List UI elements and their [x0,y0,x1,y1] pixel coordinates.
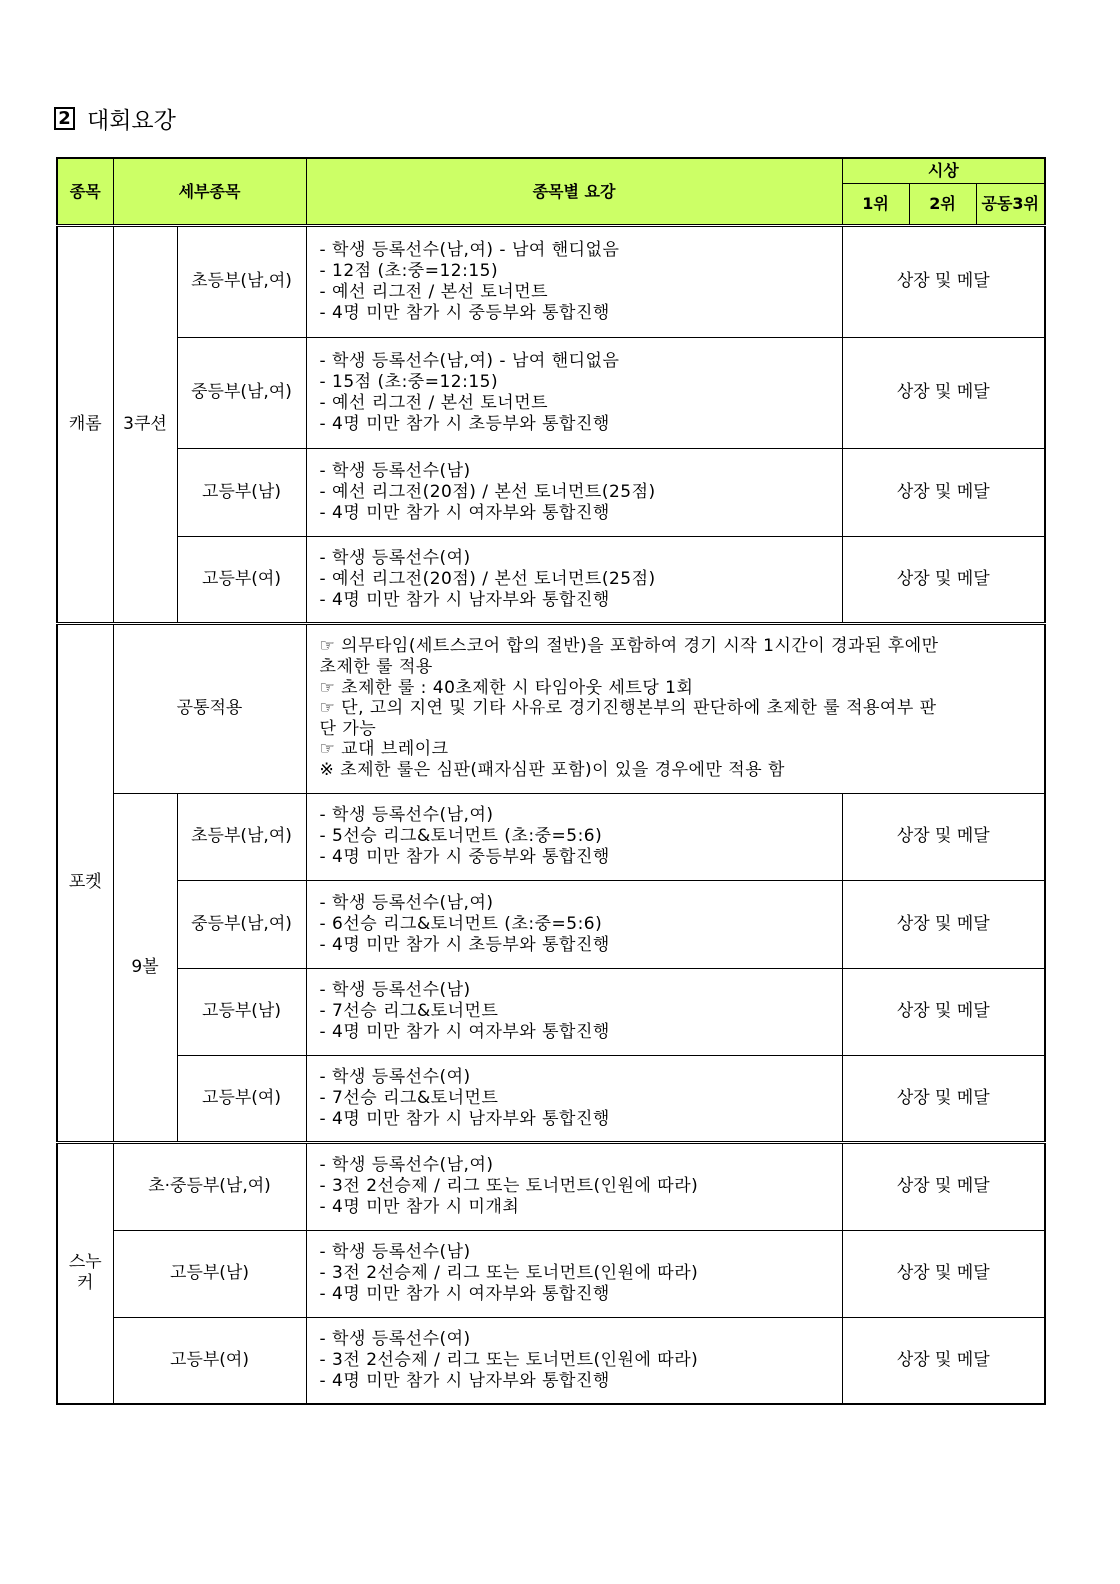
division-label: 고등부(남) [177,968,306,1055]
division-label: 초등부(남,여) [177,225,306,337]
award-text: 상장 및 메달 [842,1055,1045,1142]
header-event: 종목 [57,158,113,225]
division-label: 고등부(남) [177,448,306,536]
table-row [57,793,1045,880]
division-label: 고등부(여) [177,536,306,623]
rules-text: - 학생 등록선수(여) - 7선승 리그&토너먼트 - 4명 미만 참가 시 남자부와 통합진행 [306,1055,842,1142]
header-award-3rd: 공동3위 [976,183,1045,225]
division-label: 고등부(여) [177,1055,306,1142]
event-pocket: 포켓 [57,623,113,1142]
competition-rules-table [56,157,1046,1405]
award-text: 상장 및 메달 [842,968,1045,1055]
award-text: 상장 및 메달 [842,337,1045,448]
award-text: 상장 및 메달 [842,880,1045,968]
table-row [57,1317,1045,1404]
header-award: 시상 [842,158,1045,183]
section-heading: 대회요강 [87,107,176,134]
table-row [57,623,1045,793]
award-text: 상장 및 메달 [842,225,1045,337]
award-text: 상장 및 메달 [842,1142,1045,1230]
rules-text: - 학생 등록선수(남) - 예선 리그전(20점) / 본선 토너먼트(25점) - 4명 미만 참가 시 여자부와 통합진행 [306,448,842,536]
rules-text: - 학생 등록선수(남) - 3전 2선승제 / 리그 또는 토너먼트(인원에 따라) - 4명 미만 참가 시 여자부와 통합진행 [306,1230,842,1317]
header-award-1st: 1위 [842,183,909,225]
division-label: 초·중등부(남,여) [113,1142,306,1230]
common-label: 공통적용 [113,623,306,793]
division-label: 초등부(남,여) [177,793,306,880]
table-row [57,448,1045,536]
table-row [57,1142,1045,1230]
rules-text: - 학생 등록선수(남) - 7선승 리그&토너먼트 - 4명 미만 참가 시 여자부와 통합진행 [306,968,842,1055]
sub-event-9ball: 9볼 [113,793,177,1142]
division-label: 고등부(여) [113,1317,306,1404]
division-label: 중등부(남,여) [177,880,306,968]
rules-text: - 학생 등록선수(남,여) - 남여 핸디없음 - 12점 (초:중=12:15) - 예선 리그전 / 본선 토너먼트 - 4명 미만 참가 시 중등부와 통합진행 [306,225,842,337]
header-award-2nd: 2위 [909,183,976,225]
sub-event-3cushion: 3쿠션 [113,225,177,623]
rules-text: - 학생 등록선수(여) - 3전 2선승제 / 리그 또는 토너먼트(인원에 따라) - 4명 미만 참가 시 남자부와 통합진행 [306,1317,842,1404]
section-number: 2 [54,107,75,130]
award-text: 상장 및 메달 [842,536,1045,623]
event-snooker: 스누커 [57,1142,113,1404]
award-text: 상장 및 메달 [842,793,1045,880]
event-carom: 캐롬 [57,225,113,623]
table-row [57,225,1045,337]
header-rules: 종목별 요강 [306,158,842,225]
award-text: 상장 및 메달 [842,448,1045,536]
table-row [57,337,1045,448]
rules-text: - 학생 등록선수(남,여) - 6선승 리그&토너먼트 (초:중=5:6) - 4명 미만 참가 시 초등부와 통합진행 [306,880,842,968]
division-label: 중등부(남,여) [177,337,306,448]
table-row [57,1230,1045,1317]
rules-text: - 학생 등록선수(남,여) - 남여 핸디없음 - 15점 (초:중=12:15) - 예선 리그전 / 본선 토너먼트 - 4명 미만 참가 시 초등부와 통합진행 [306,337,842,448]
award-text: 상장 및 메달 [842,1317,1045,1404]
common-rules-text: ☞ 의무타임(세트스코어 합의 절반)을 포함하여 경기 시작 1시간이 경과된 후에만 초제한 룰 적용 ☞ 초제한 룰 : 40초제한 시 타임아웃 세트당 1회 ☞ 단, 고의 지연 및 기타 사유로 경기진행본부의 판단하에 초제한 룰 적용여부 판 단 가능 ☞ 교대 브레이크 ※ 초제한 룰은 심판(패자심판 포함)이 있을 경우에만 적용 함 [306,623,1045,793]
rules-text: - 학생 등록선수(남,여) - 3전 2선승제 / 리그 또는 토너먼트(인원에 따라) - 4명 미만 참가 시 미개최 [306,1142,842,1230]
rules-text: - 학생 등록선수(남,여) - 5선승 리그&토너먼트 (초:중=5:6) - 4명 미만 참가 시 중등부와 통합진행 [306,793,842,880]
table-row [57,880,1045,968]
division-label: 고등부(남) [113,1230,306,1317]
rules-text: - 학생 등록선수(여) - 예선 리그전(20점) / 본선 토너먼트(25점) - 4명 미만 참가 시 남자부와 통합진행 [306,536,842,623]
table-row [57,536,1045,623]
table-row [57,1055,1045,1142]
award-text: 상장 및 메달 [842,1230,1045,1317]
table-row [57,968,1045,1055]
section-title [54,101,176,135]
header-detail: 세부종목 [113,158,306,225]
